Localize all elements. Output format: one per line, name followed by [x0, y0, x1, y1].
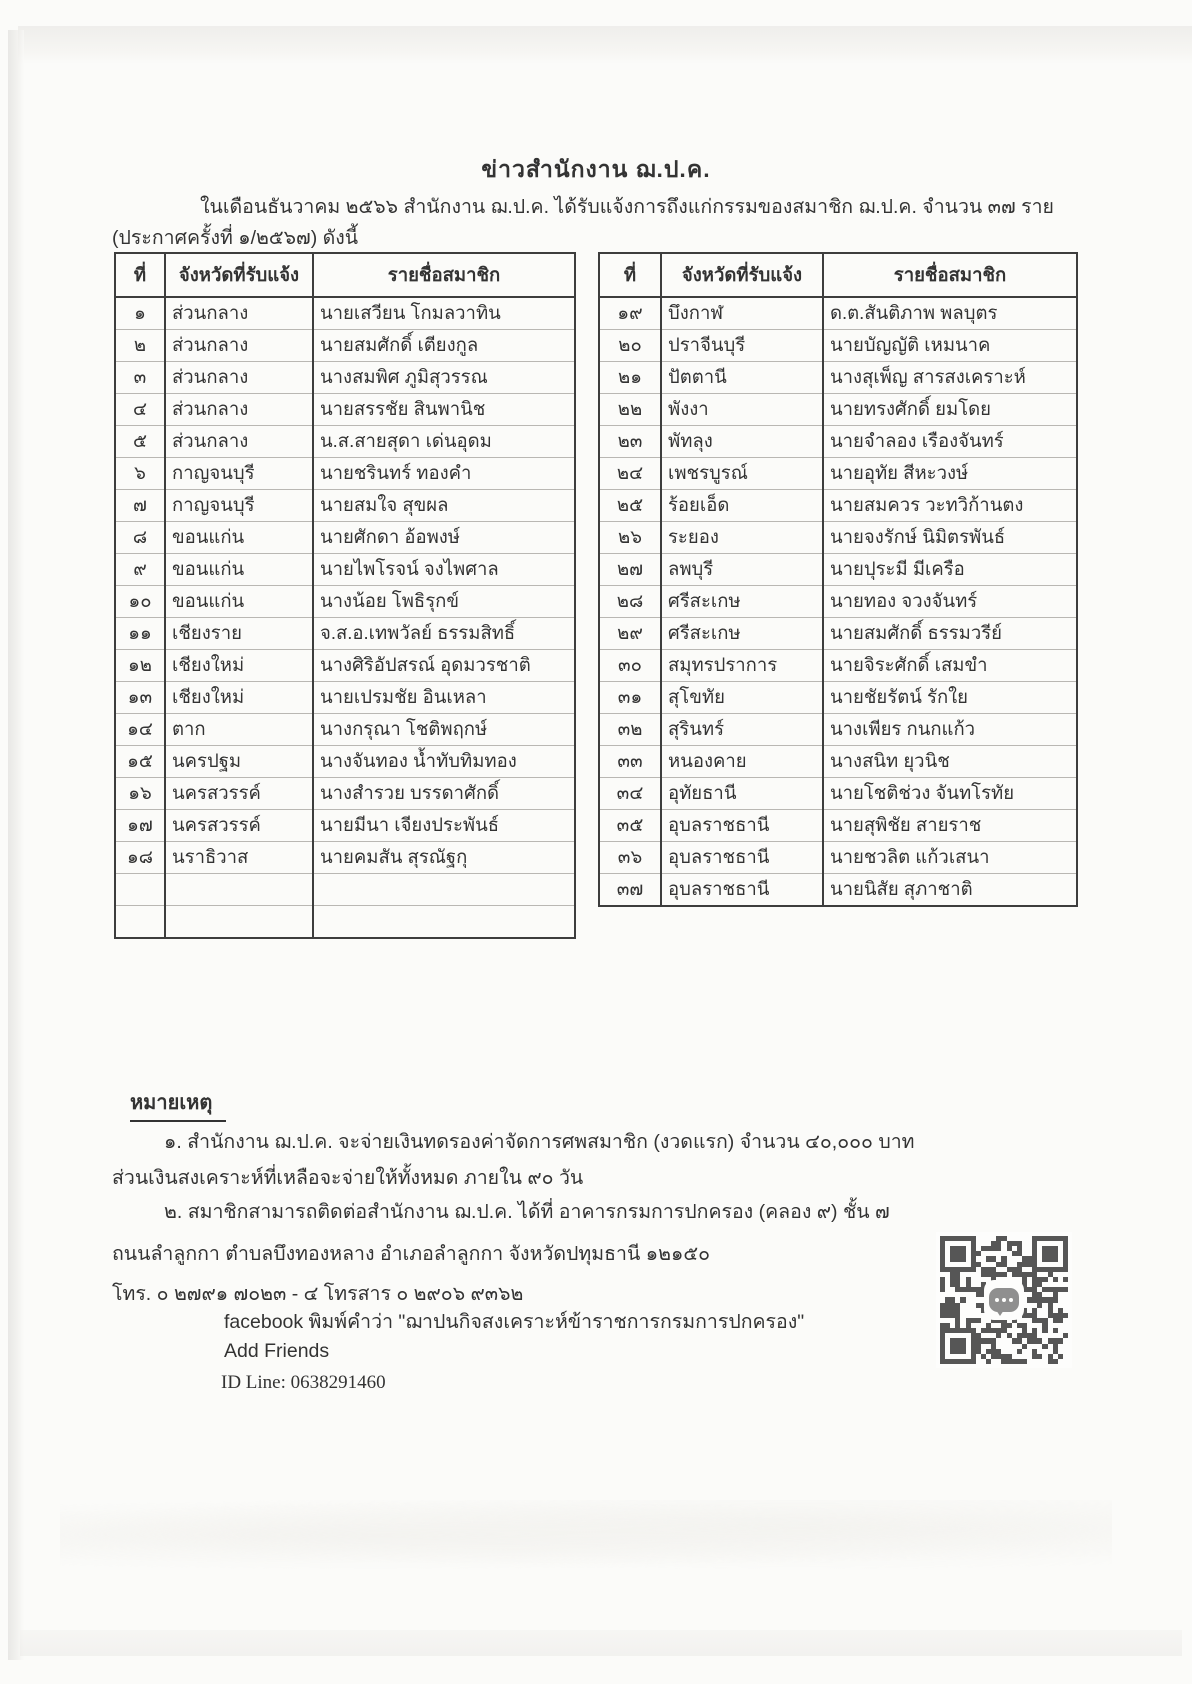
cell-name: นางสนิท ยุวนิช [823, 746, 1077, 778]
table-row [599, 618, 1077, 650]
cell-name: นางศิริอัปสรณ์ อุดมวรชาติ [313, 650, 575, 682]
cell-name: นางกรุณา โชติพฤกษ์ [313, 714, 575, 746]
scan-artifact-top [18, 26, 1192, 64]
cell-no: ๑๑ [115, 618, 165, 650]
cell-no: ๒๙ [599, 618, 661, 650]
header-member-name: รายชื่อสมาชิก [313, 253, 575, 297]
cell-name: นายจิระศักดิ์ เสมขำ [823, 650, 1077, 682]
line-id-text: ID Line: 0638291460 [221, 1372, 386, 1393]
cell-no: ๑๒ [115, 650, 165, 682]
cell-province: อุทัยธานี [661, 778, 823, 810]
table-row [115, 586, 575, 618]
cell-name: นางน้อย โพธิรุกข์ [313, 586, 575, 618]
cell-name: นางสมพิศ ภูมิสุวรรณ [313, 362, 575, 394]
cell-province: เชียงราย [165, 618, 313, 650]
cell-no: ๒๗ [599, 554, 661, 586]
add-friends-line: Add Friends [224, 1340, 330, 1362]
cell-province: เชียงใหม่ [165, 682, 313, 714]
cell-no: ๒ [115, 330, 165, 362]
table-row [115, 746, 575, 778]
cell-no: ๒๖ [599, 522, 661, 554]
table-row [115, 458, 575, 490]
table-row [599, 714, 1077, 746]
cell-name: นายสมศักดิ์ ธรรมวรีย์ [823, 618, 1077, 650]
cell-name: นายจงรักษ์ นิมิตรพันธ์ [823, 522, 1077, 554]
cell-province: ส่วนกลาง [165, 297, 313, 330]
cell-province: นราธิวาส [165, 842, 313, 874]
cell-no: ๒๓ [599, 426, 661, 458]
cell-no: ๑๗ [115, 810, 165, 842]
cell-name: จ.ส.อ.เทพวัลย์ ธรรมสิทธิ์ [313, 618, 575, 650]
header-member-name: รายชื่อสมาชิก [823, 253, 1077, 297]
intro-line-2: (ประกาศครั้งที่ ๑/๒๕๖๗) ดังนี้ [112, 227, 359, 249]
cell-no [115, 874, 165, 906]
table-row [599, 586, 1077, 618]
table-row [115, 650, 575, 682]
cell-province: สุโขทัย [661, 682, 823, 714]
cell-province [165, 906, 313, 939]
cell-province: ร้อยเอ็ด [661, 490, 823, 522]
table-row [115, 554, 575, 586]
cell-province: ปัตตานี [661, 362, 823, 394]
table-row [115, 618, 575, 650]
table-row [599, 297, 1077, 330]
cell-name: ด.ต.สันติภาพ พลบุตร [823, 297, 1077, 330]
table-row [115, 874, 575, 906]
cell-province [165, 874, 313, 906]
table-row [599, 426, 1077, 458]
cell-name: นายสรรชัย สินพานิช [313, 394, 575, 426]
cell-no: ๒๕ [599, 490, 661, 522]
cell-province: ระยอง [661, 522, 823, 554]
table-row [115, 842, 575, 874]
cell-no: ๓๗ [616, 878, 644, 899]
scan-artifact-bottom [20, 1630, 1182, 1656]
intro-line-1: ในเดือนธันวาคม ๒๕๖๖ สำนักงาน ฌ.ป.ค. ได้รับแจ้งการถึงแก่กรรมของสมาชิก ฌ.ป.ค. จำนวน ๓๗ ราย [200, 196, 1054, 218]
cell-no: ๑๓ [115, 682, 165, 714]
cell-no: ๓๐ [599, 650, 661, 682]
cell-no: ๓๔ [599, 778, 661, 810]
cell-no: ๑๖ [115, 778, 165, 810]
cell-no: ๒๒ [599, 394, 661, 426]
page-title: ข่าวสำนักงาน ฌ.ป.ค. [481, 156, 711, 182]
table-header-row [115, 253, 575, 297]
cell-province: อุบลราชธานี [661, 810, 823, 842]
table-row [599, 778, 1077, 810]
table-row [115, 330, 575, 362]
cell-province: เชียงใหม่ [165, 650, 313, 682]
table-row [115, 297, 575, 330]
cell-name: นายชวลิต แก้วเสนา [823, 842, 1077, 874]
table-row [599, 394, 1077, 426]
note-1-line-1: ๑. สำนักงาน ฌ.ป.ค. จะจ่ายเงินทดรองค่าจัดการศพสมาชิก (งวดแรก) จำนวน ๔๐,๐๐๐ บาท [164, 1131, 915, 1153]
cell-no: ๙ [115, 554, 165, 586]
cell-province: อุบลราชธานี [661, 874, 823, 907]
table-row [115, 778, 575, 810]
cell-province: พังงา [661, 394, 823, 426]
cell-province: ศรีสะเกษ [661, 618, 823, 650]
cell-name: นายนิสัย สุภาชาติ [823, 874, 1077, 907]
table-row [599, 362, 1077, 394]
table-row [599, 554, 1077, 586]
cell-no: ๑๔ [115, 714, 165, 746]
cell-no: ๑๐ [115, 586, 165, 618]
cell-name: นายทรงศักดิ์ ยมโดย [823, 394, 1077, 426]
table-row [599, 522, 1077, 554]
cell-province: ลพบุรี [661, 554, 823, 586]
table-row [599, 330, 1077, 362]
table-row [599, 874, 1077, 907]
cell-province: ตาก [165, 714, 313, 746]
member-tables [114, 252, 1078, 939]
cell-no: ๓๕ [599, 810, 661, 842]
member-table-right [598, 252, 1078, 907]
cell-name: นายคมสัน สุรณัฐกุ [313, 842, 575, 874]
cell-province: สมุทรปราการ [661, 650, 823, 682]
cell-no: ๓๖ [599, 842, 661, 874]
table-row [599, 682, 1077, 714]
line-qr-code [936, 1232, 1072, 1368]
notes-heading: หมายเหตุ [130, 1086, 226, 1122]
cell-name: นายทอง จวงจันทร์ [823, 586, 1077, 618]
table-row [115, 362, 575, 394]
cell-no: ๓ [115, 362, 165, 394]
header-province: จังหวัดที่รับแจ้ง [661, 253, 823, 297]
table-row [115, 522, 575, 554]
cell-name: นางจันทอง น้ำทับทิมทอง [313, 746, 575, 778]
scan-artifact-smudge [60, 1500, 1112, 1570]
cell-no: ๖ [115, 458, 165, 490]
table-header-row [599, 253, 1077, 297]
cell-province: ส่วนกลาง [165, 394, 313, 426]
cell-province: ส่วนกลาง [165, 362, 313, 394]
cell-name: นายสุพิชัย สายราช [823, 810, 1077, 842]
cell-province: กาญจนบุรี [165, 458, 313, 490]
cell-name: นายอุทัย สีหะวงษ์ [823, 458, 1077, 490]
cell-province: ศรีสะเกษ [661, 586, 823, 618]
table-row [115, 714, 575, 746]
cell-province: ปราจีนบุรี [661, 330, 823, 362]
note-2-line-1: ๒. สมาชิกสามารถติดต่อสำนักงาน ฌ.ป.ค. ได้ที่ อาคารกรมการปกครอง (คลอง ๙) ชั้น ๗ [164, 1201, 890, 1223]
cell-province: พัทลุง [661, 426, 823, 458]
cell-name: นายมีนา เจียงประพันธ์ [313, 810, 575, 842]
cell-no: ๓๒ [599, 714, 661, 746]
cell-province: สุรินทร์ [661, 714, 823, 746]
cell-name: นายบัญญัติ เหมนาค [823, 330, 1077, 362]
cell-province: ขอนแก่น [165, 554, 313, 586]
cell-name: นายเสวียน โกมลวาทิน [313, 297, 575, 330]
cell-province: นครสวรรค์ [165, 810, 313, 842]
cell-province: นครสวรรค์ [165, 778, 313, 810]
cell-name: นายสมศักดิ์ เตียงกูล [313, 330, 575, 362]
cell-no: ๑๘ [115, 842, 165, 874]
cell-province: นครปฐม [165, 746, 313, 778]
cell-no: ๓๓ [599, 746, 661, 778]
cell-name: นายศักดา อ้อพงษ์ [313, 522, 575, 554]
cell-no: ๘ [115, 522, 165, 554]
table-row [115, 394, 575, 426]
cell-name: นางสำรวย บรรดาศักดิ์ [313, 778, 575, 810]
phone-fax-line: โทร. ๐ ๒๗๙๑ ๗๐๒๓ - ๔ โทรสาร ๐ ๒๙๐๖ ๙๓๖๒ [112, 1283, 524, 1305]
table-row [599, 842, 1077, 874]
cell-province: บึงกาฬ [661, 297, 823, 330]
cell-name: นางสุเพ็ญ สารสงเคราะห์ [823, 362, 1077, 394]
cell-no: ๒๐ [599, 330, 661, 362]
table-row [599, 746, 1077, 778]
note-2-line-2: ถนนลำลูกกา ตำบลบึงทองหลาง อำเภอลำลูกกา จังหวัดปทุมธานี ๑๒๑๕๐ [112, 1243, 711, 1265]
cell-name [313, 906, 575, 939]
note-1-line-2: ส่วนเงินสงเคราะห์ที่เหลือจะจ่ายให้ทั้งหมด ภายใน ๙๐ วัน [112, 1167, 584, 1189]
cell-province: ส่วนกลาง [165, 426, 313, 458]
cell-name: นายไพโรจน์ จงไพศาล [313, 554, 575, 586]
table-row [599, 458, 1077, 490]
cell-province: ขอนแก่น [165, 586, 313, 618]
table-row [599, 650, 1077, 682]
cell-no: ๒๔ [599, 458, 661, 490]
cell-name: นายจำลอง เรืองจันทร์ [823, 426, 1077, 458]
table-row [599, 810, 1077, 842]
cell-province: ขอนแก่น [165, 522, 313, 554]
cell-no: ๕ [115, 426, 165, 458]
cell-name: น.ส.สายสุดา เด่นอุดม [313, 426, 575, 458]
cell-province: กาญจนบุรี [165, 490, 313, 522]
cell-name: นายเปรมชัย อินเหลา [313, 682, 575, 714]
cell-no: ๓๑ [599, 682, 661, 714]
cell-province: เพชรบูรณ์ [661, 458, 823, 490]
cell-no: ๑๕ [115, 746, 165, 778]
cell-name: นางเพียร กนกแก้ว [823, 714, 1077, 746]
cell-province: หนองคาย [661, 746, 823, 778]
facebook-line: facebook พิมพ์คำว่า "ฌาปนกิจสงเคราะห์ข้าราชการกรมการปกครอง" [224, 1311, 805, 1333]
intro-paragraph [112, 192, 1087, 254]
cell-no: ๒๑ [599, 362, 661, 394]
cell-name: นายสมควร วะทวิก้านตง [823, 490, 1077, 522]
cell-name: นายปุระมี มีเครือ [823, 554, 1077, 586]
cell-name: นายโชติช่วง จันทโรทัย [823, 778, 1077, 810]
table-row [115, 490, 575, 522]
cell-province: ส่วนกลาง [165, 330, 313, 362]
header-province: จังหวัดที่รับแจ้ง [165, 253, 313, 297]
cell-province: อุบลราชธานี [661, 842, 823, 874]
cell-no: ๒๘ [599, 586, 661, 618]
cell-no: ๑๙ [599, 297, 661, 330]
cell-no [115, 906, 165, 939]
cell-name: นายชัยรัตน์ รักใย [823, 682, 1077, 714]
member-table-left [114, 252, 576, 939]
table-row [115, 906, 575, 939]
scan-artifact-left-edge [8, 30, 24, 1660]
cell-name: นายชรินทร์ ทองคำ [313, 458, 575, 490]
cell-no: ๔ [115, 394, 165, 426]
cell-name: นายสมใจ สุขผล [313, 490, 575, 522]
cell-no: ๗ [115, 490, 165, 522]
table-row [599, 490, 1077, 522]
table-row [115, 426, 575, 458]
table-row [115, 682, 575, 714]
cell-name [313, 874, 575, 906]
header-no: ที่ [599, 253, 661, 297]
table-row [115, 810, 575, 842]
header-no: ที่ [115, 253, 165, 297]
cell-no: ๑ [115, 297, 165, 330]
line-bubble-icon [984, 1280, 1024, 1320]
